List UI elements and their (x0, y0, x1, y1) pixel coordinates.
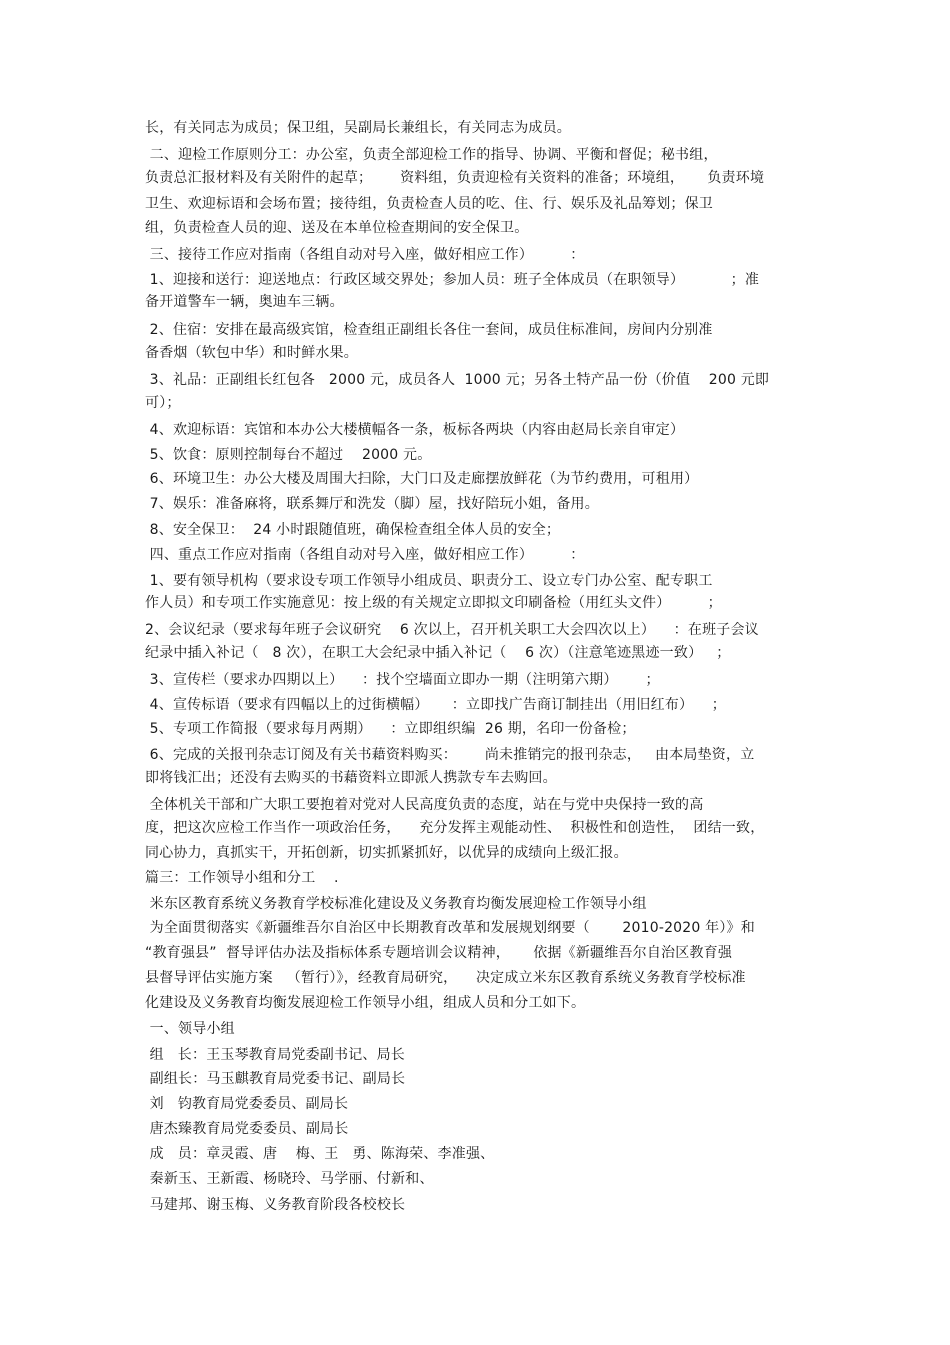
text-line: 5、专项工作简报（要求每月两期） ：立即组织编 26 期，名印一份备检； (145, 721, 636, 737)
text-line: 即将钱汇出；还没有去购买的书藉资料立即派人携款专车去购回。 (145, 770, 557, 786)
text-line: 8、安全保卫： 24 小时跟随值班，确保检查组全体人员的安全； (145, 522, 561, 538)
text-line: 副组长：马玉麒教育局党委书记、副局长 (145, 1071, 406, 1087)
section-title: 米东区教育系统义务教育学校标准化建设及义务教育均衡发展迎检工作领导小组 (145, 896, 647, 912)
text-line: 1、迎接和送行：迎送地点：行政区域交界处；参加人员：班子全体成员（在职领导） ；准 (145, 272, 760, 288)
text-line: 7、娱乐：准备麻将，联系舞厅和洗发（脚）屋，找好陪玩小姐，备用。 (145, 496, 599, 512)
text-line: 4、宣传标语（要求有四幅以上的过街横幅） ：立即找广告商订制挂出（用旧红布） ； (145, 697, 727, 713)
text-line: “教育强县” 督导评估办法及指标体系专题培训会议精神， 依据《新疆维吾尔自治区教育强 (145, 945, 733, 961)
text-line: 6、完成的关报刊杂志订阅及有关书藉资料购买： 尚未推销完的报刊杂志， 由本局垫资，立 (145, 747, 755, 763)
text-line: 度，把这次应检工作当作一项政治任务， 充分发挥主观能动性、 积极性和创造性， 团结一致， (145, 820, 765, 836)
text-line: 1、要有领导机构（要求设专项工作领导小组成员、职责分工、设立专门办公室、配专职工 (145, 573, 713, 589)
text-line: 县督导评估实施方案 （暂行）》，经教育局研究， 决定成立米东区教育系统义务教育学校标准 (145, 970, 746, 986)
text-line: 为全面贯彻落实《新疆维吾尔自治区中长期教育改革和发展规划纲要（ 2010-2020 年）》和 (145, 920, 755, 936)
text-line: 4、欢迎标语：宾馆和本办公大楼横幅各一条，板标各两块（内容由赵局长亲自审定） (145, 422, 685, 438)
text-line: 全体机关干部和广大职工要抱着对党对人民高度负责的态度，站在与党中央保持一致的高 (145, 797, 704, 813)
text-line: 作人员）和专项工作实施意见：按上级的有关规定立即拟文印刷备检（用红头文件） ； (145, 595, 722, 611)
text-line: 可）； (145, 395, 181, 411)
text-line: 一、领导小组 (145, 1021, 235, 1037)
text-line: 刘 钧教育局党委委员、副局长 (145, 1096, 349, 1112)
text-line: 四、重点工作应对指南（各组自动对号入座，做好相应工作） ： (145, 547, 585, 563)
text-line: 纪录中插入补记（ 8 次），在职工大会纪录中插入补记（ 6 次）（注意笔迹黑迹一致） ； (145, 645, 731, 661)
text-line: 同心协力，真抓实干，开拓创新，切实抓紧抓好，以优异的成绩向上级汇报。 (145, 845, 628, 861)
text-line: 3、礼品：正副组长红包各 2000 元，成员各人 1000 元；另各土特产品一份（价值 200 元即 (145, 372, 770, 388)
text-line: 化建设及义务教育均衡发展迎检工作领导小组，组成人员和分工如下。 (145, 995, 586, 1011)
text-line: 2、会议纪录（要求每年班子会议研究 6 次以上，召开机关职工大会四次以上） ：在班子会议 (145, 622, 759, 638)
text-line: 组 长：王玉琴教育局党委副书记、局长 (145, 1047, 405, 1063)
text-line: 秦新玉、王新霞、杨晓玲、马学丽、付新和、 (145, 1171, 434, 1187)
text-line: 马建邦、谢玉梅、义务教育阶段各校校长 (145, 1197, 406, 1213)
text-line: 组，负责检查人员的迎、送及在本单位检查期间的安全保卫。 (145, 220, 529, 236)
text-line: 备香烟（软包中华）和时鲜水果。 (145, 345, 358, 361)
text-line: 唐杰臻教育局党委委员、副局长 (145, 1121, 349, 1137)
text-line: 卫生、欢迎标语和会场布置；接待组，负责检查人员的吃、住、行、娱乐及礼品筹划；保卫 (145, 196, 713, 212)
text-line: 3、宣传栏（要求办四期以上） ：找个空墙面立即办一期（注明第六期） ； (145, 672, 660, 688)
text-line: 6、环境卫生：办公大楼及周围大扫除，大门口及走廊摆放鲜花（为节约费用，可租用） (145, 471, 699, 487)
text-line: 二、迎检工作原则分工：办公室，负责全部迎检工作的指导、协调、平衡和督促；秘书组， (145, 147, 718, 163)
text-line: 2、住宿：安排在最高级宾馆，检查组正副组长各住一套间，成员住标准间，房间内分别准 (145, 322, 713, 338)
text-line: 备开道警车一辆，奥迪车三辆。 (145, 294, 344, 310)
text-line: 5、饮食：原则控制每台不超过 2000 元。 (145, 447, 432, 463)
text-line: 负责总汇报材料及有关附件的起草； 资料组，负责迎检有关资料的准备；环境组， 负责环境 (145, 170, 765, 186)
text-line: 长，有关同志为成员；保卫组，吴副局长兼组长，有关同志为成员。 (145, 120, 571, 136)
section-heading: 篇三：工作领导小组和分工 . (145, 870, 339, 886)
text-line: 三、接待工作应对指南（各组自动对号入座，做好相应工作） ： (145, 247, 585, 263)
text-line: 成 员：章灵霞、唐 梅、王 勇、陈海荣、李准强、 (145, 1146, 495, 1162)
